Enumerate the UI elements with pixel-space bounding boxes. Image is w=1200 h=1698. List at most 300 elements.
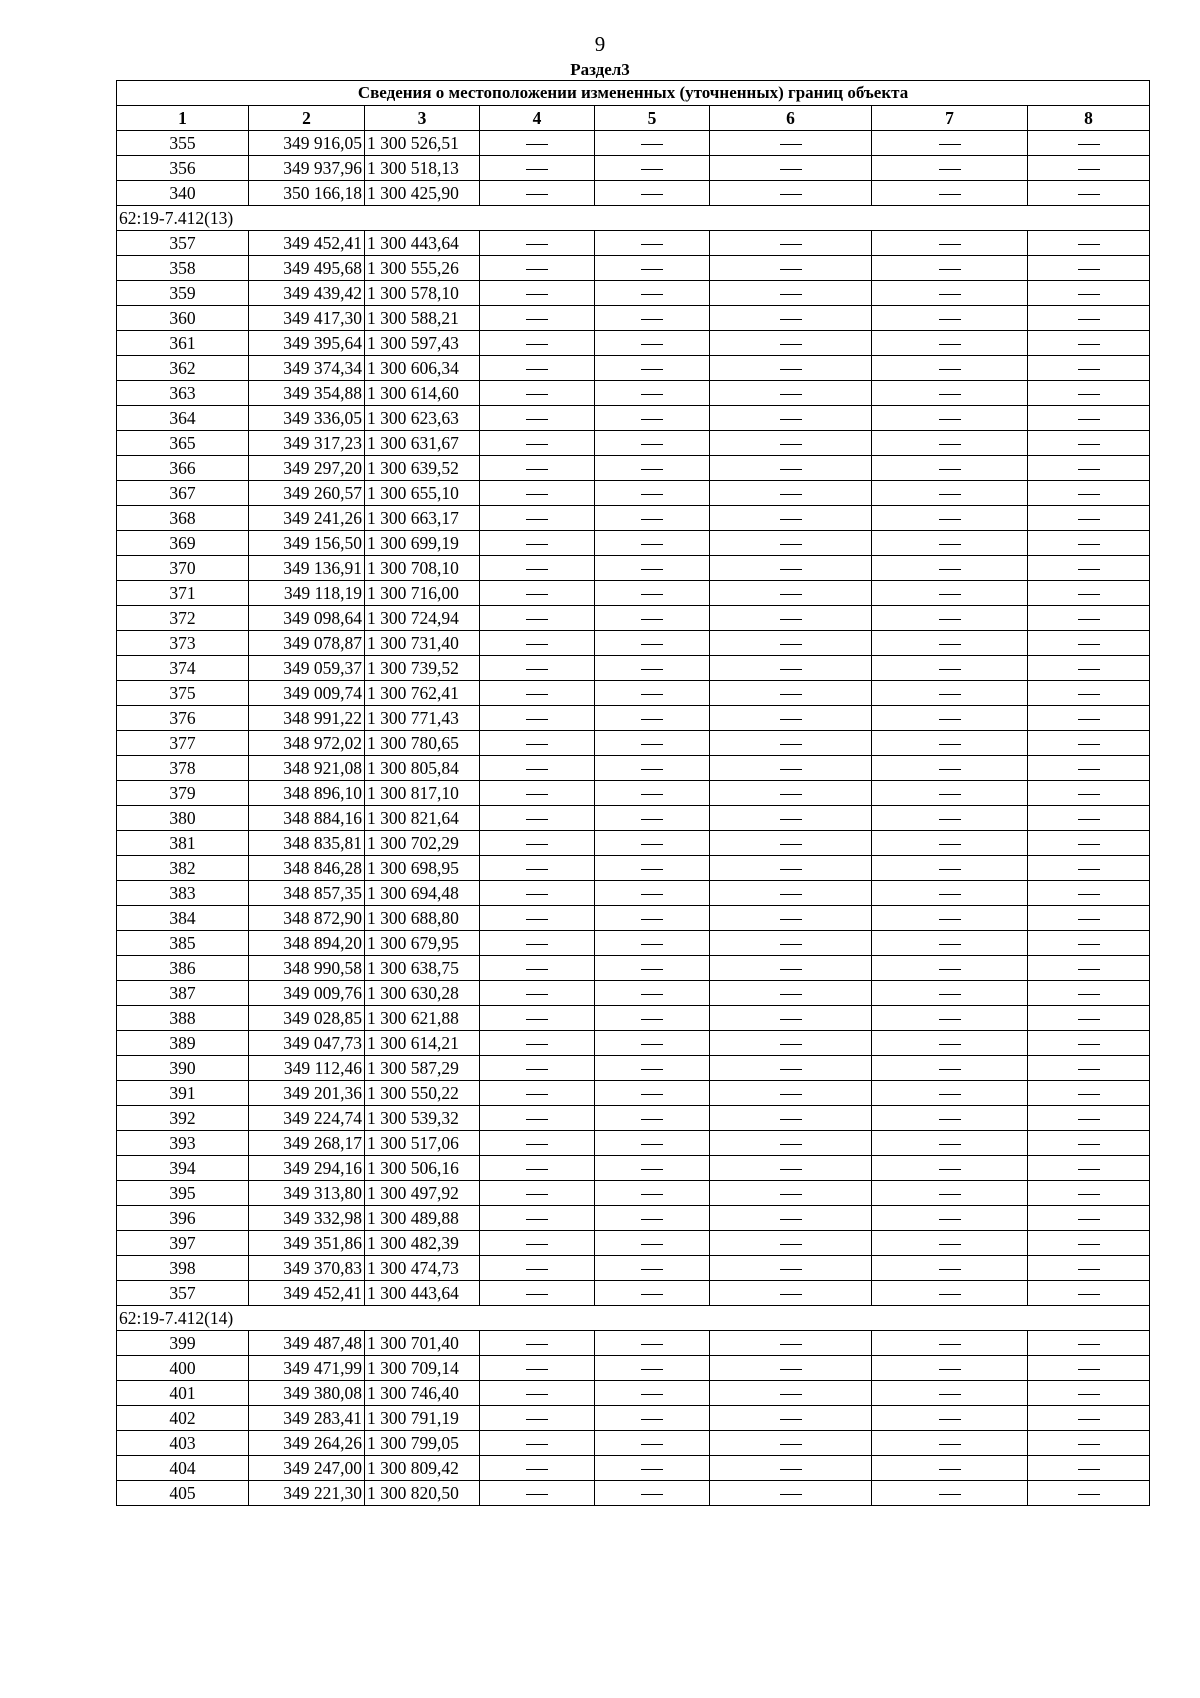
empty-value-cell — [872, 706, 1028, 731]
empty-value-cell — [1028, 906, 1150, 931]
x-coordinate-cell: 349 354,88 — [249, 381, 365, 406]
dash-mark — [1078, 644, 1100, 645]
empty-value-cell — [1028, 981, 1150, 1006]
dash-mark — [641, 644, 663, 645]
dash-mark — [939, 1419, 961, 1420]
empty-value-cell — [1028, 1081, 1150, 1106]
dash-mark — [526, 869, 548, 870]
empty-value-cell — [710, 806, 872, 831]
empty-value-cell — [595, 456, 710, 481]
empty-value-cell — [480, 1156, 595, 1181]
empty-value-cell — [710, 1231, 872, 1256]
x-coordinate-cell: 349 224,74 — [249, 1106, 365, 1131]
dash-mark — [939, 194, 961, 195]
dash-mark — [1078, 819, 1100, 820]
empty-value-cell — [710, 631, 872, 656]
dash-mark — [780, 1219, 802, 1220]
dash-mark — [1078, 444, 1100, 445]
x-coordinate-cell: 349 395,64 — [249, 331, 365, 356]
empty-value-cell — [1028, 156, 1150, 181]
dash-mark — [780, 469, 802, 470]
empty-value-cell — [872, 431, 1028, 456]
empty-value-cell — [710, 1431, 872, 1456]
empty-value-cell — [1028, 356, 1150, 381]
empty-value-cell — [595, 931, 710, 956]
point-number-cell: 401 — [117, 1381, 249, 1406]
point-number-cell: 361 — [117, 331, 249, 356]
empty-value-cell — [1028, 1006, 1150, 1031]
dash-mark — [641, 994, 663, 995]
dash-mark — [641, 419, 663, 420]
x-coordinate-cell: 349 098,64 — [249, 606, 365, 631]
dash-mark — [780, 794, 802, 795]
x-coordinate-cell: 350 166,18 — [249, 181, 365, 206]
empty-value-cell — [872, 781, 1028, 806]
dash-mark — [641, 1019, 663, 1020]
y-coordinate-cell: 1 300 517,06 — [365, 1131, 480, 1156]
dash-mark — [1078, 369, 1100, 370]
empty-value-cell — [480, 1356, 595, 1381]
empty-value-cell — [595, 1181, 710, 1206]
dash-mark — [780, 1344, 802, 1345]
empty-value-cell — [480, 1206, 595, 1231]
empty-value-cell — [872, 1156, 1028, 1181]
dash-mark — [939, 1119, 961, 1120]
dash-mark — [939, 1369, 961, 1370]
empty-value-cell — [480, 581, 595, 606]
table-row — [117, 881, 1150, 906]
dash-mark — [939, 744, 961, 745]
y-coordinate-cell: 1 300 724,94 — [365, 606, 480, 631]
dash-mark — [526, 694, 548, 695]
empty-value-cell — [595, 1406, 710, 1431]
y-coordinate-cell: 1 300 597,43 — [365, 331, 480, 356]
table-row — [117, 1406, 1150, 1431]
dash-mark — [939, 769, 961, 770]
empty-value-cell — [710, 256, 872, 281]
cadastral-group-label: 62:19-7.412(14) — [117, 1306, 1150, 1331]
empty-value-cell — [480, 1031, 595, 1056]
empty-value-cell — [595, 1006, 710, 1031]
y-coordinate-cell: 1 300 578,10 — [365, 281, 480, 306]
dash-mark — [641, 1044, 663, 1045]
table-row — [117, 381, 1150, 406]
empty-value-cell — [595, 881, 710, 906]
dash-mark — [939, 1469, 961, 1470]
dash-mark — [1078, 844, 1100, 845]
empty-value-cell — [1028, 881, 1150, 906]
dash-mark — [526, 1194, 548, 1195]
empty-value-cell — [1028, 181, 1150, 206]
dash-mark — [526, 194, 548, 195]
empty-value-cell — [710, 956, 872, 981]
dash-mark — [939, 419, 961, 420]
dash-mark — [526, 1394, 548, 1395]
dash-mark — [1078, 419, 1100, 420]
dash-mark — [1078, 1244, 1100, 1245]
y-coordinate-cell: 1 300 631,67 — [365, 431, 480, 456]
dash-mark — [526, 944, 548, 945]
x-coordinate-cell: 348 972,02 — [249, 731, 365, 756]
x-coordinate-cell: 349 009,74 — [249, 681, 365, 706]
table-row — [117, 1331, 1150, 1356]
empty-value-cell — [1028, 1181, 1150, 1206]
x-coordinate-cell: 349 221,30 — [249, 1481, 365, 1506]
empty-value-cell — [1028, 781, 1150, 806]
x-coordinate-cell: 348 846,28 — [249, 856, 365, 881]
empty-value-cell — [595, 506, 710, 531]
empty-value-cell — [480, 981, 595, 1006]
dash-mark — [526, 1044, 548, 1045]
empty-value-cell — [872, 981, 1028, 1006]
dash-mark — [1078, 494, 1100, 495]
empty-value-cell — [710, 1031, 872, 1056]
dash-mark — [1078, 1369, 1100, 1370]
dash-mark — [1078, 1144, 1100, 1145]
empty-value-cell — [595, 331, 710, 356]
x-coordinate-cell: 349 336,05 — [249, 406, 365, 431]
dash-mark — [939, 394, 961, 395]
empty-value-cell — [595, 806, 710, 831]
dash-mark — [780, 694, 802, 695]
empty-value-cell — [1028, 606, 1150, 631]
dash-mark — [780, 1244, 802, 1245]
dash-mark — [1078, 594, 1100, 595]
x-coordinate-cell: 349 452,41 — [249, 1281, 365, 1306]
empty-value-cell — [710, 781, 872, 806]
empty-value-cell — [595, 381, 710, 406]
table-row — [117, 156, 1150, 181]
x-coordinate-cell: 348 896,10 — [249, 781, 365, 806]
dash-mark — [1078, 1269, 1100, 1270]
point-number-cell: 369 — [117, 531, 249, 556]
dash-mark — [526, 1419, 548, 1420]
empty-value-cell — [595, 356, 710, 381]
empty-value-cell — [1028, 1106, 1150, 1131]
point-number-cell: 380 — [117, 806, 249, 831]
table-row — [117, 1006, 1150, 1031]
table-row — [117, 281, 1150, 306]
dash-mark — [526, 1344, 548, 1345]
column-number: 6 — [710, 106, 872, 131]
y-coordinate-cell: 1 300 688,80 — [365, 906, 480, 931]
x-coordinate-cell: 349 201,36 — [249, 1081, 365, 1106]
dash-mark — [641, 1269, 663, 1270]
empty-value-cell — [480, 1106, 595, 1131]
table-row — [117, 256, 1150, 281]
point-number-cell: 384 — [117, 906, 249, 931]
empty-value-cell — [595, 481, 710, 506]
empty-value-cell — [1028, 381, 1150, 406]
dash-mark — [526, 1219, 548, 1220]
empty-value-cell — [872, 606, 1028, 631]
empty-value-cell — [595, 1081, 710, 1106]
table-row — [117, 606, 1150, 631]
dash-mark — [780, 544, 802, 545]
x-coordinate-cell: 349 118,19 — [249, 581, 365, 606]
x-coordinate-cell: 348 884,16 — [249, 806, 365, 831]
empty-value-cell — [872, 906, 1028, 931]
x-coordinate-cell: 348 835,81 — [249, 831, 365, 856]
empty-value-cell — [480, 806, 595, 831]
empty-value-cell — [710, 831, 872, 856]
y-coordinate-cell: 1 300 820,50 — [365, 1481, 480, 1506]
x-coordinate-cell: 349 937,96 — [249, 156, 365, 181]
point-number-cell: 356 — [117, 156, 249, 181]
empty-value-cell — [595, 1056, 710, 1081]
empty-value-cell — [480, 656, 595, 681]
dash-mark — [1078, 1494, 1100, 1495]
point-number-cell: 360 — [117, 306, 249, 331]
empty-value-cell — [710, 1206, 872, 1231]
table-row — [117, 706, 1150, 731]
empty-value-cell — [1028, 1131, 1150, 1156]
empty-value-cell — [710, 156, 872, 181]
dash-mark — [780, 819, 802, 820]
group-header-row — [117, 1306, 1150, 1331]
empty-value-cell — [710, 906, 872, 931]
dash-mark — [780, 194, 802, 195]
table-row — [117, 556, 1150, 581]
point-number-cell: 379 — [117, 781, 249, 806]
empty-value-cell — [480, 306, 595, 331]
empty-value-cell — [1028, 806, 1150, 831]
empty-value-cell — [595, 681, 710, 706]
dash-mark — [641, 569, 663, 570]
table-row — [117, 131, 1150, 156]
table-row — [117, 656, 1150, 681]
empty-value-cell — [480, 931, 595, 956]
empty-value-cell — [1028, 1331, 1150, 1356]
y-coordinate-cell: 1 300 489,88 — [365, 1206, 480, 1231]
empty-value-cell — [872, 681, 1028, 706]
empty-value-cell — [710, 431, 872, 456]
point-number-cell: 387 — [117, 981, 249, 1006]
dash-mark — [780, 944, 802, 945]
point-number-cell: 405 — [117, 1481, 249, 1506]
dash-mark — [780, 394, 802, 395]
dash-mark — [939, 794, 961, 795]
y-coordinate-cell: 1 300 443,64 — [365, 231, 480, 256]
dash-mark — [780, 1194, 802, 1195]
empty-value-cell — [480, 1231, 595, 1256]
dash-mark — [526, 169, 548, 170]
point-number-cell: 397 — [117, 1231, 249, 1256]
dash-mark — [641, 519, 663, 520]
dash-mark — [939, 444, 961, 445]
empty-value-cell — [872, 1031, 1028, 1056]
dash-mark — [1078, 1444, 1100, 1445]
empty-value-cell — [872, 556, 1028, 581]
empty-value-cell — [710, 1481, 872, 1506]
dash-mark — [939, 1244, 961, 1245]
empty-value-cell — [872, 631, 1028, 656]
dash-mark — [1078, 794, 1100, 795]
empty-value-cell — [1028, 1231, 1150, 1256]
empty-value-cell — [710, 1456, 872, 1481]
column-number: 8 — [1028, 106, 1150, 131]
column-number-row — [117, 106, 1150, 131]
dash-mark — [939, 869, 961, 870]
dash-mark — [1078, 919, 1100, 920]
dash-mark — [526, 244, 548, 245]
table-row — [117, 1081, 1150, 1106]
y-coordinate-cell: 1 300 606,34 — [365, 356, 480, 381]
empty-value-cell — [1028, 231, 1150, 256]
y-coordinate-cell: 1 300 746,40 — [365, 1381, 480, 1406]
point-number-cell: 381 — [117, 831, 249, 856]
empty-value-cell — [480, 231, 595, 256]
empty-value-cell — [480, 1381, 595, 1406]
point-number-cell: 366 — [117, 456, 249, 481]
table-row — [117, 1281, 1150, 1306]
empty-value-cell — [872, 581, 1028, 606]
empty-value-cell — [595, 631, 710, 656]
empty-value-cell — [1028, 631, 1150, 656]
dash-mark — [641, 744, 663, 745]
point-number-cell: 382 — [117, 856, 249, 881]
y-coordinate-cell: 1 300 701,40 — [365, 1331, 480, 1356]
column-number: 3 — [365, 106, 480, 131]
dash-mark — [780, 419, 802, 420]
dash-mark — [939, 694, 961, 695]
empty-value-cell — [1028, 1406, 1150, 1431]
table-row — [117, 1206, 1150, 1231]
y-coordinate-cell: 1 300 663,17 — [365, 506, 480, 531]
point-number-cell: 388 — [117, 1006, 249, 1031]
empty-value-cell — [872, 1356, 1028, 1381]
empty-value-cell — [710, 881, 872, 906]
empty-value-cell — [480, 1456, 595, 1481]
empty-value-cell — [872, 756, 1028, 781]
empty-value-cell — [595, 906, 710, 931]
dash-mark — [780, 319, 802, 320]
point-number-cell: 372 — [117, 606, 249, 631]
point-number-cell: 357 — [117, 231, 249, 256]
empty-value-cell — [1028, 256, 1150, 281]
table-row — [117, 856, 1150, 881]
dash-mark — [939, 919, 961, 920]
x-coordinate-cell: 349 260,57 — [249, 481, 365, 506]
point-number-cell: 358 — [117, 256, 249, 281]
y-coordinate-cell: 1 300 497,92 — [365, 1181, 480, 1206]
empty-value-cell — [872, 856, 1028, 881]
point-number-cell: 383 — [117, 881, 249, 906]
table-row — [117, 981, 1150, 1006]
dash-mark — [641, 494, 663, 495]
empty-value-cell — [710, 1181, 872, 1206]
empty-value-cell — [1028, 481, 1150, 506]
empty-value-cell — [480, 781, 595, 806]
dash-mark — [526, 519, 548, 520]
empty-value-cell — [480, 181, 595, 206]
x-coordinate-cell: 349 047,73 — [249, 1031, 365, 1056]
dash-mark — [526, 319, 548, 320]
point-number-cell: 377 — [117, 731, 249, 756]
empty-value-cell — [595, 1281, 710, 1306]
dash-mark — [780, 1444, 802, 1445]
column-number: 5 — [595, 106, 710, 131]
dash-mark — [780, 244, 802, 245]
x-coordinate-cell: 349 268,17 — [249, 1131, 365, 1156]
x-coordinate-cell: 348 894,20 — [249, 931, 365, 956]
point-number-cell: 392 — [117, 1106, 249, 1131]
dash-mark — [641, 1444, 663, 1445]
dash-mark — [939, 619, 961, 620]
empty-value-cell — [710, 1156, 872, 1181]
y-coordinate-cell: 1 300 809,42 — [365, 1456, 480, 1481]
empty-value-cell — [595, 1156, 710, 1181]
empty-value-cell — [1028, 1456, 1150, 1481]
empty-value-cell — [710, 731, 872, 756]
dash-mark — [641, 1119, 663, 1120]
dash-mark — [1078, 244, 1100, 245]
empty-value-cell — [480, 731, 595, 756]
empty-value-cell — [1028, 1206, 1150, 1231]
empty-value-cell — [480, 856, 595, 881]
table-caption: Сведения о местоположении измененных (уточненных) границ объекта — [117, 81, 1150, 106]
empty-value-cell — [480, 1481, 595, 1506]
dash-mark — [780, 1494, 802, 1495]
dash-mark — [526, 444, 548, 445]
dash-mark — [939, 1194, 961, 1195]
empty-value-cell — [480, 1181, 595, 1206]
dash-mark — [780, 294, 802, 295]
dash-mark — [526, 594, 548, 595]
empty-value-cell — [595, 756, 710, 781]
point-number-cell: 374 — [117, 656, 249, 681]
dash-mark — [641, 1069, 663, 1070]
point-number-cell: 389 — [117, 1031, 249, 1056]
dash-mark — [526, 144, 548, 145]
column-number: 1 — [117, 106, 249, 131]
empty-value-cell — [710, 681, 872, 706]
dash-mark — [939, 644, 961, 645]
dash-mark — [939, 144, 961, 145]
empty-value-cell — [595, 781, 710, 806]
dash-mark — [641, 169, 663, 170]
dash-mark — [641, 144, 663, 145]
empty-value-cell — [1028, 1031, 1150, 1056]
dash-mark — [526, 1119, 548, 1120]
empty-value-cell — [710, 481, 872, 506]
table-row — [117, 631, 1150, 656]
dash-mark — [641, 294, 663, 295]
y-coordinate-cell: 1 300 550,22 — [365, 1081, 480, 1106]
empty-value-cell — [595, 1481, 710, 1506]
y-coordinate-cell: 1 300 639,52 — [365, 456, 480, 481]
dash-mark — [526, 769, 548, 770]
empty-value-cell — [595, 1131, 710, 1156]
empty-value-cell — [595, 281, 710, 306]
empty-value-cell — [1028, 1431, 1150, 1456]
table-row — [117, 181, 1150, 206]
dash-mark — [780, 444, 802, 445]
empty-value-cell — [710, 131, 872, 156]
table-row — [117, 331, 1150, 356]
empty-value-cell — [710, 606, 872, 631]
table-row — [117, 931, 1150, 956]
table-row — [117, 306, 1150, 331]
dash-mark — [1078, 169, 1100, 170]
empty-value-cell — [480, 381, 595, 406]
empty-value-cell — [710, 556, 872, 581]
column-number: 2 — [249, 106, 365, 131]
empty-value-cell — [1028, 306, 1150, 331]
empty-value-cell — [480, 281, 595, 306]
empty-value-cell — [710, 1281, 872, 1306]
table-row — [117, 356, 1150, 381]
